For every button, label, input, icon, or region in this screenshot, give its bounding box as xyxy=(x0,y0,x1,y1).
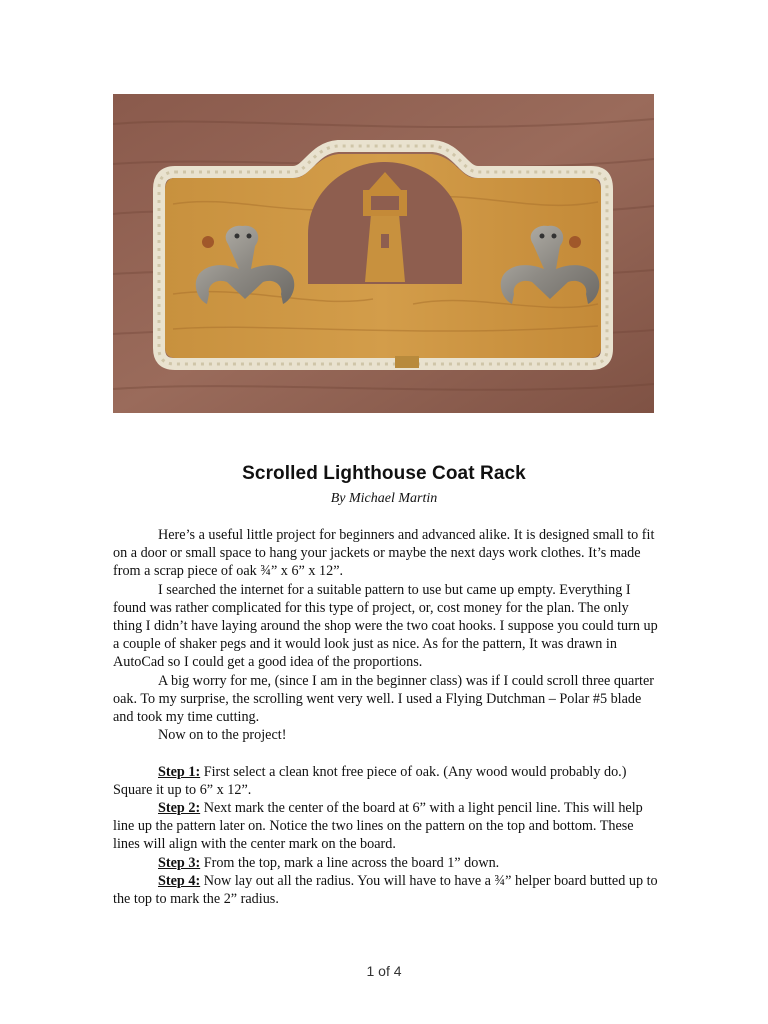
step-text: Now lay out all the radius. You will have to have a ¾” helper board butted up to the top to mark the 2” radius. xyxy=(113,872,658,908)
step-text: From the top, mark a line across the board 1” down. xyxy=(200,854,500,871)
document-title: Scrolled Lighthouse Coat Rack xyxy=(242,463,526,484)
intro-paragraph: A big worry for me, (since I am in the beginner class) was if I could scroll three quarter oak. To my surprise, the scrolling went very well. I used a Flying Dutchman – Polar #5 blade and took my time cutting. xyxy=(113,672,655,726)
step-paragraph xyxy=(113,763,658,799)
author-byline: By Michael Martin xyxy=(330,491,438,506)
step-paragraph xyxy=(113,799,658,854)
intro-paragraph: Now on to the project! xyxy=(158,727,287,744)
intro-paragraph: Here’s a useful little project for beginners and advanced alike. It is designed small to fit on a door or small space to hang your jackets or maybe the next days work clothes. It’s made from a scrap piece of oak ¾” x 6” x 12”. xyxy=(113,527,655,580)
step-label: Step 2: xyxy=(158,800,201,817)
step-paragraph xyxy=(113,854,658,872)
step-text: Next mark the center of the board at 6” with a light pencil line. This will help line up the pattern later on. Notice the two lines on the pattern on the top and bottom. These lines will align with the center mark on the board. xyxy=(113,800,643,853)
step-paragraph xyxy=(113,872,658,908)
page-indicator: 1 of 4 xyxy=(366,963,402,979)
step-label: Step 3: xyxy=(158,854,201,871)
document-body xyxy=(113,526,658,908)
step-label: Step 1: xyxy=(158,763,201,780)
step-text: First select a clean knot free piece of oak. (Any wood would probably do.) Square it up to 6” x 12”. xyxy=(113,763,627,798)
step-label: Step 4: xyxy=(158,872,201,889)
coat-rack-photo xyxy=(113,94,654,413)
intro-paragraph: I searched the internet for a suitable pattern to use but came up empty. Everything I found was rather complicated for this type of project, or, cost money for the plan. The only thing I didn’t have laying around the shop were the two coat hooks. I suppose you could turn up a couple of shaker pegs and it would look just as nice. As for the pattern, It was drawn in AutoCad so I could get a good idea of the proportions. xyxy=(113,581,658,671)
blank-line xyxy=(113,744,658,762)
